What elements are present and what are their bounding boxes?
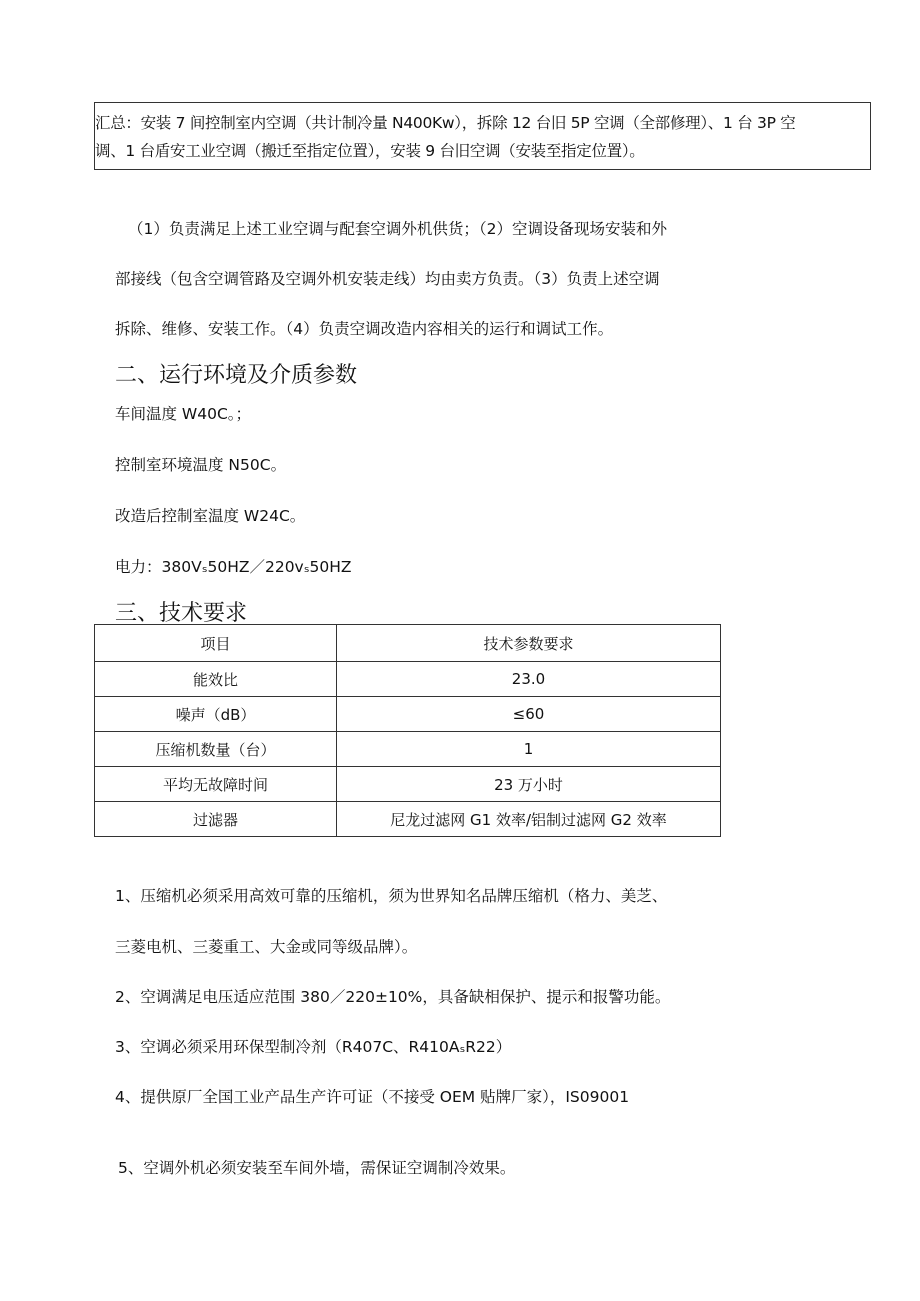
env-item-workshop-temp: 车间温度 W40C。；: [115, 405, 252, 423]
requirement-note-4: 4、提供原厂全国工业产品生产许可证（不接受 OEM 贴牌厂家），IS09001: [115, 1088, 630, 1106]
scope-line-2: 部接线（包含空调管路及空调外机安装走线）均由卖方负责。（3）负责上述空调: [115, 270, 660, 288]
cell-item: 噪声（dB）: [95, 697, 337, 732]
cell-item: 能效比: [95, 662, 337, 697]
requirement-note-5: 5、空调外机必须安装至车间外墙，需保证空调制冷效果。: [118, 1159, 516, 1177]
summary-box: [94, 102, 871, 170]
table-row: [95, 697, 721, 732]
summary-line-1: 汇总：安装 7 间控制室内空调（共计制冷量 N400Kw），拆除 12 台旧 5P 空调（全部修理）、1 台 3P 空: [95, 114, 796, 132]
scope-line-1: （1）负责满足上述工业空调与配套空调外机供货；（2）空调设备现场安装和外: [128, 220, 667, 238]
scope-line-3: 拆除、维修、安装工作。（4）负责空调改造内容相关的运行和调试工作。: [115, 320, 614, 338]
cell-value: 尼龙过滤网 G1 效率/铝制过滤网 G2 效率: [337, 802, 721, 837]
table-row: [95, 802, 721, 837]
requirement-note-2: 2、空调满足电压适应范围 380／220±10%，具备缺相保护、提示和报警功能。: [115, 988, 671, 1006]
env-item-target-temp: 改造后控制室温度 W24C。: [115, 507, 306, 525]
env-item-power: 电力：380Vₛ50HZ／220vₛ50HZ: [115, 558, 352, 576]
requirement-note-3: 3、空调必须采用环保型制冷剂（R407C、R410AₛR22）: [115, 1038, 512, 1056]
summary-line-2: 调、1 台盾安工业空调（搬迁至指定位置），安装 9 台旧空调（安装至指定位置）。: [95, 142, 645, 160]
cell-value: 23 万小时: [337, 767, 721, 802]
cell-item: 压缩机数量（台）: [95, 732, 337, 767]
env-item-control-room-temp: 控制室环境温度 N50C。: [115, 456, 287, 474]
cell-value: ≤60: [337, 697, 721, 732]
section-3-title: 三、技术要求: [115, 601, 248, 626]
table-row: [95, 767, 721, 802]
cell-item: 过滤器: [95, 802, 337, 837]
header-requirement: 技术参数要求: [337, 625, 721, 662]
table-header-row: [95, 625, 721, 662]
table-row: [95, 732, 721, 767]
cell-value: 23.0: [337, 662, 721, 697]
requirement-note-1a: 1、压缩机必须采用高效可靠的压缩机，须为世界知名品牌压缩机（格力、美芝、: [115, 887, 668, 905]
section-2-title: 二、运行环境及介质参数: [115, 363, 358, 388]
cell-value: 1: [337, 732, 721, 767]
cell-item: 平均无故障时间: [95, 767, 337, 802]
table-row: [95, 662, 721, 697]
requirement-note-1b: 三菱电机、三菱重工、大金或同等级品牌）。: [115, 938, 418, 956]
tech-spec-table: [94, 624, 721, 837]
header-item: 项目: [95, 625, 337, 662]
